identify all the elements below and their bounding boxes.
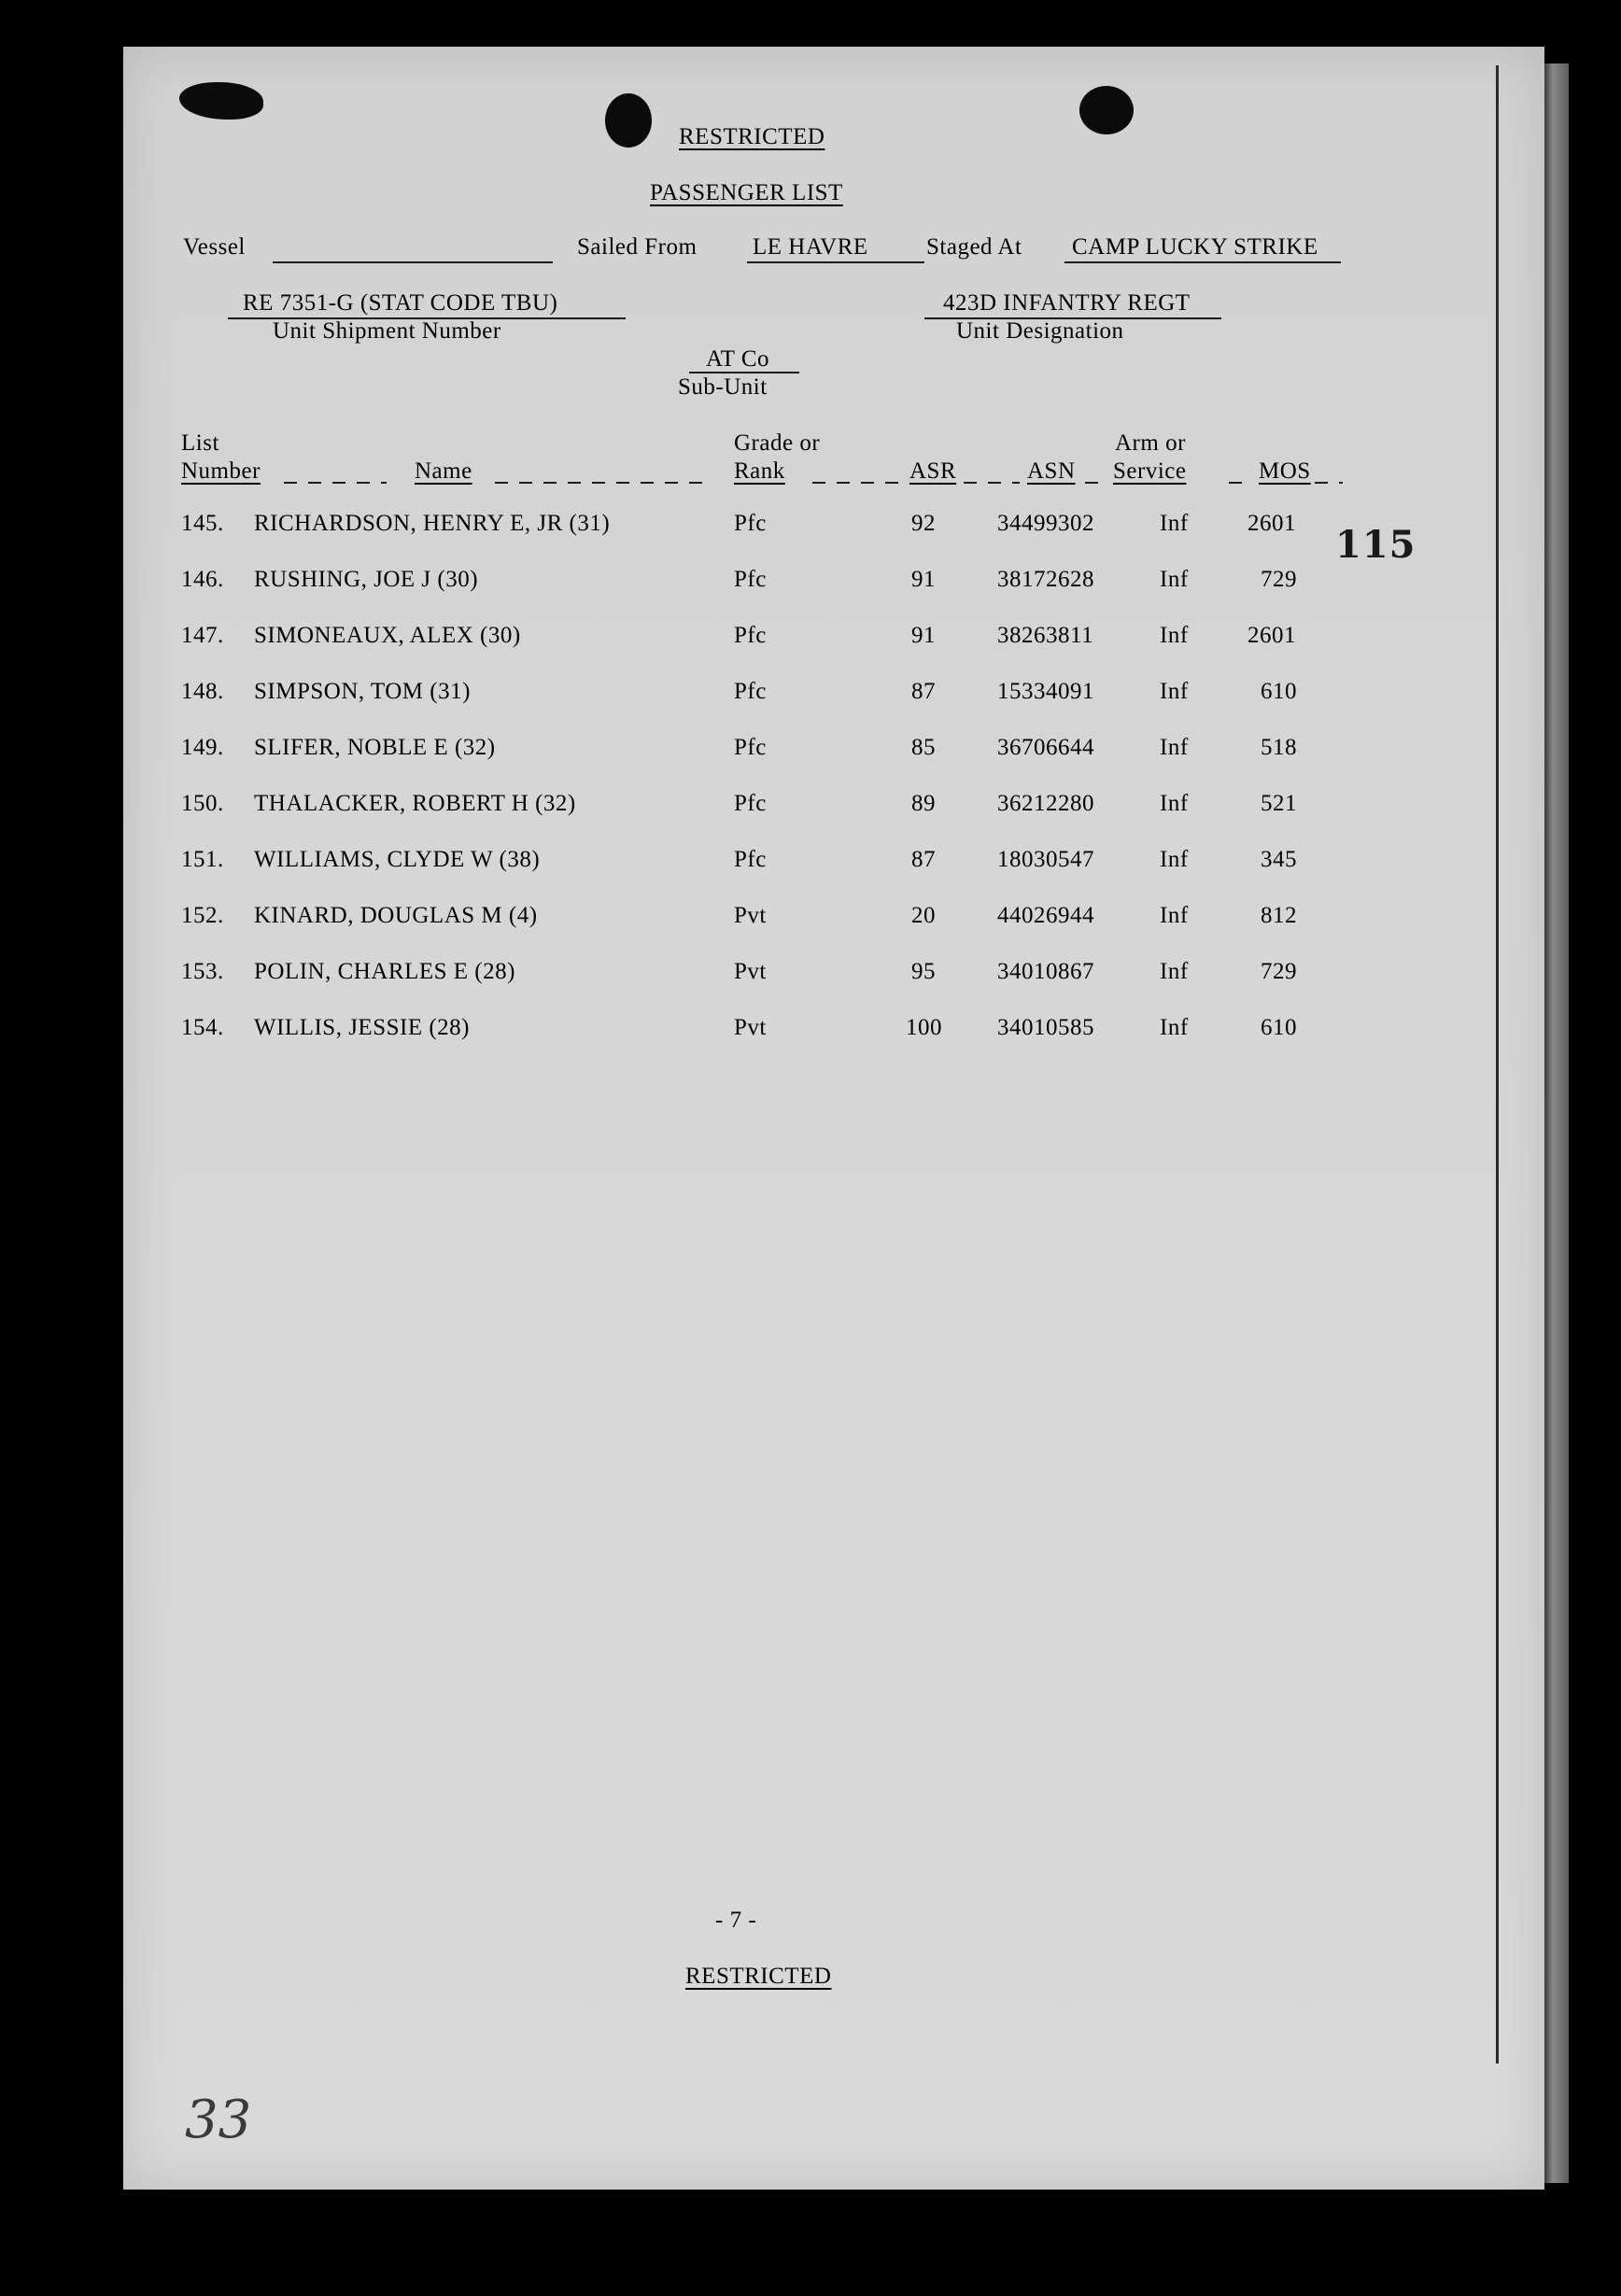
asn: 34499302 — [997, 511, 1094, 536]
passenger-name: THALACKER, ROBERT H (32) — [254, 791, 576, 816]
asn: 38263811 — [997, 623, 1094, 648]
restricted-footer: RESTRICTED — [685, 1964, 832, 1989]
rank: Pfc — [734, 679, 767, 704]
asr: 95 — [911, 959, 936, 984]
arm-service: Inf — [1160, 511, 1189, 536]
asr: 20 — [911, 903, 936, 928]
page-stamp-number: 115 — [1335, 523, 1417, 567]
passenger-name: WILLIAMS, CLYDE W (38) — [254, 847, 541, 872]
col-list-top: List — [181, 430, 219, 456]
list-number: 151. — [181, 847, 224, 872]
mos: 345 — [1261, 847, 1297, 872]
arm-service: Inf — [1160, 567, 1189, 592]
col-asn: ASN — [1027, 458, 1076, 484]
sailed-from-label: Sailed From — [577, 234, 698, 260]
asn: 18030547 — [997, 847, 1094, 872]
arm-service: Inf — [1160, 735, 1189, 760]
passenger-name: SIMONEAUX, ALEX (30) — [254, 623, 521, 648]
mos: 610 — [1261, 679, 1297, 704]
rank: Pfc — [734, 847, 767, 872]
arm-service: Inf — [1160, 847, 1189, 872]
passenger-name: SIMPSON, TOM (31) — [254, 679, 471, 704]
page-edge-shadow — [1544, 63, 1569, 2183]
col-asr: ASR — [909, 458, 957, 484]
unit-designation-value: 423D INFANTRY REGT — [943, 290, 1191, 316]
restricted-header: RESTRICTED — [679, 124, 825, 149]
asn: 36212280 — [997, 791, 1094, 816]
vessel-line — [273, 261, 553, 263]
asn: 38172628 — [997, 567, 1094, 592]
arm-service: Inf — [1160, 903, 1189, 928]
mos: 2601 — [1247, 623, 1296, 648]
asr: 89 — [911, 791, 936, 816]
sailed-from-line — [747, 261, 924, 263]
mos: 521 — [1261, 791, 1297, 816]
staged-at-value: CAMP LUCKY STRIKE — [1072, 234, 1318, 260]
shipment-number-label: Unit Shipment Number — [273, 318, 501, 344]
sub-unit-line — [689, 372, 799, 373]
col-dash-3 — [812, 482, 906, 484]
col-arm-top: Arm or — [1115, 430, 1186, 456]
list-number: 146. — [181, 567, 224, 592]
list-number: 147. — [181, 623, 224, 648]
col-name: Name — [415, 458, 472, 484]
list-number: 150. — [181, 791, 224, 816]
col-arm-bottom: Service — [1113, 458, 1187, 484]
staged-at-label: Staged At — [926, 234, 1022, 260]
list-number: 152. — [181, 903, 224, 928]
rank: Pvt — [734, 903, 767, 928]
asr: 85 — [911, 735, 936, 760]
asr: 91 — [911, 623, 936, 648]
shipment-number-value: RE 7351-G (STAT CODE TBU) — [243, 290, 558, 316]
arm-service: Inf — [1160, 623, 1189, 648]
mos: 812 — [1261, 903, 1297, 928]
col-dash-4 — [964, 482, 1020, 484]
punch-hole-right — [1079, 86, 1134, 134]
mos: 518 — [1261, 735, 1297, 760]
passenger-name: RICHARDSON, HENRY E, JR (31) — [254, 511, 611, 536]
staged-at-line — [1064, 261, 1341, 263]
sub-unit-label: Sub-Unit — [678, 374, 768, 400]
mos: 729 — [1261, 959, 1297, 984]
asr: 100 — [906, 1015, 942, 1040]
rank: Pvt — [734, 959, 767, 984]
vessel-label: Vessel — [183, 234, 246, 260]
col-list-bottom: Number — [181, 458, 261, 484]
arm-service: Inf — [1160, 679, 1189, 704]
col-grade-bottom: Rank — [734, 458, 785, 484]
document-page — [123, 47, 1544, 2190]
asr: 91 — [911, 567, 936, 592]
punch-hole-left — [605, 93, 652, 148]
asn: 36706644 — [997, 735, 1094, 760]
page-edge-line — [1496, 65, 1499, 2064]
list-number: 145. — [181, 511, 224, 536]
rank: Pfc — [734, 511, 767, 536]
col-dash-7 — [1315, 482, 1343, 484]
rank: Pfc — [734, 567, 767, 592]
page-number: - 7 - — [715, 1908, 757, 1933]
col-mos: MOS — [1259, 458, 1311, 484]
passenger-name: WILLIS, JESSIE (28) — [254, 1015, 470, 1040]
col-dash-2 — [495, 482, 713, 484]
asn: 15334091 — [997, 679, 1094, 704]
passenger-name: SLIFER, NOBLE E (32) — [254, 735, 496, 760]
asn: 44026944 — [997, 903, 1094, 928]
asr: 92 — [911, 511, 936, 536]
passenger-name: KINARD, DOUGLAS M (4) — [254, 903, 538, 928]
list-number: 153. — [181, 959, 224, 984]
mos: 2601 — [1247, 511, 1296, 536]
col-dash-5 — [1085, 482, 1106, 484]
list-number: 148. — [181, 679, 224, 704]
rank: Pvt — [734, 1015, 767, 1040]
list-number: 154. — [181, 1015, 224, 1040]
sailed-from-value: LE HAVRE — [753, 234, 868, 260]
arm-service: Inf — [1160, 959, 1189, 984]
rank: Pfc — [734, 735, 767, 760]
list-number: 149. — [181, 735, 224, 760]
passenger-name: POLIN, CHARLES E (28) — [254, 959, 515, 984]
rank: Pfc — [734, 791, 767, 816]
arm-service: Inf — [1160, 1015, 1189, 1040]
mos: 610 — [1261, 1015, 1297, 1040]
col-grade-top: Grade or — [734, 430, 821, 456]
asr: 87 — [911, 679, 936, 704]
handwritten-number: 33 — [185, 2090, 252, 2150]
col-dash-1 — [284, 482, 387, 484]
mos: 729 — [1261, 567, 1297, 592]
unit-designation-label: Unit Designation — [956, 318, 1124, 344]
rank: Pfc — [734, 623, 767, 648]
sub-unit-value: AT Co — [706, 346, 770, 372]
asn: 34010867 — [997, 959, 1094, 984]
asn: 34010585 — [997, 1015, 1094, 1040]
col-dash-6 — [1229, 482, 1249, 484]
asr: 87 — [911, 847, 936, 872]
document-title: PASSENGER LIST — [650, 180, 843, 205]
arm-service: Inf — [1160, 791, 1189, 816]
passenger-name: RUSHING, JOE J (30) — [254, 567, 479, 592]
